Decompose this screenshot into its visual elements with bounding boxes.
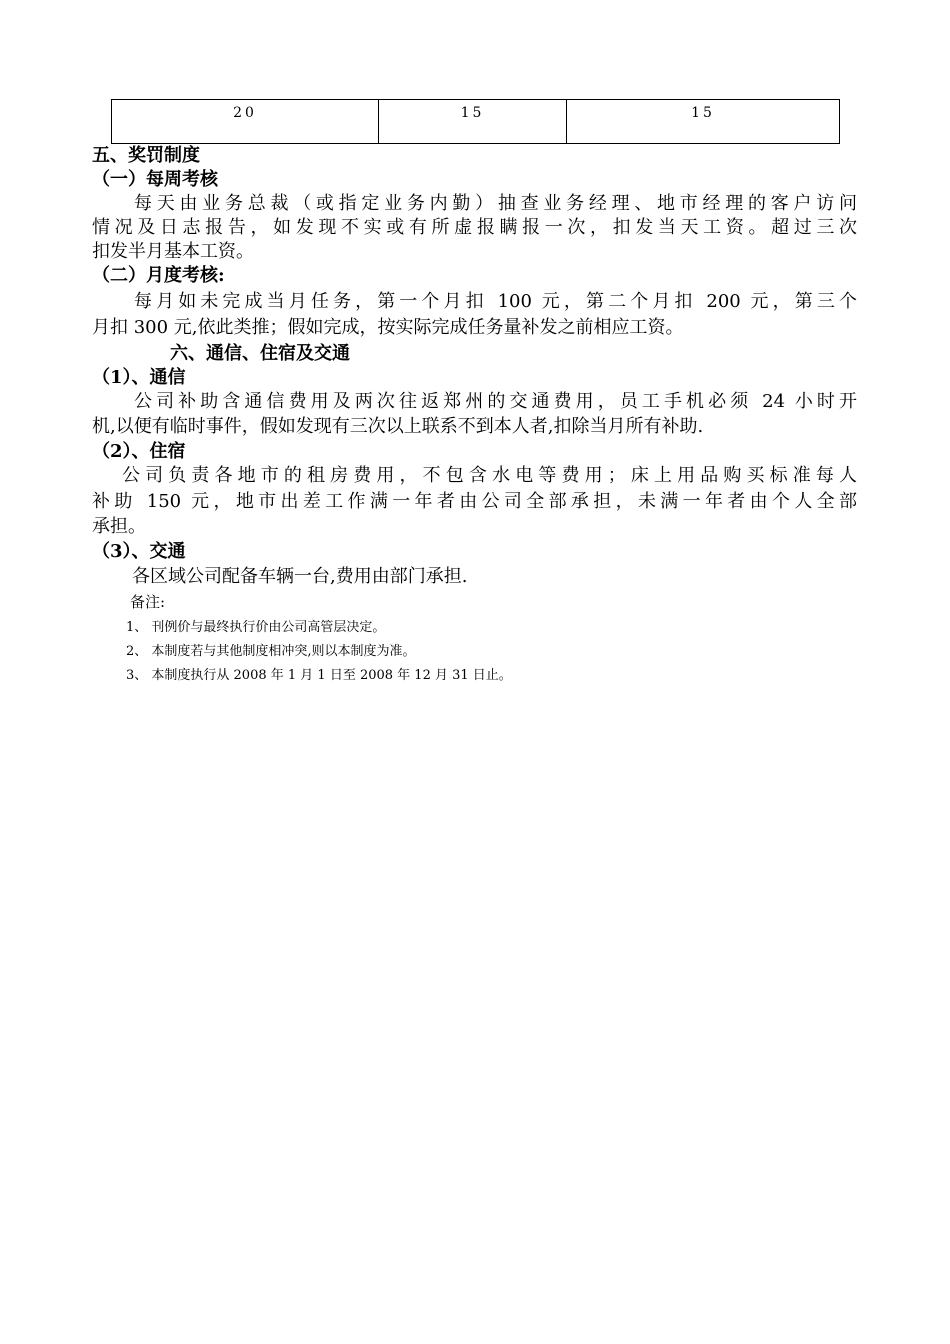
note-item: 2、 本制度若与其他制度相冲突,则以本制度为准。 <box>126 644 416 659</box>
section-heading: 五、奖罚制度 <box>92 145 200 166</box>
subsection-heading: （2）、住宿 <box>92 441 186 462</box>
subsection-heading: （3）、交通 <box>92 541 186 562</box>
section-heading: 六、通信、住宿及交通 <box>170 343 350 364</box>
paragraph-line: 机,以便有临时事件，假如发现有三次以上联系不到本人者,扣除当月所有补助. <box>92 416 704 437</box>
subsection-heading: （1）、通信 <box>92 367 186 388</box>
subsection-heading: （二）月度考核: <box>92 265 225 286</box>
table-cell: 20 <box>112 100 379 144</box>
paragraph-line: 补助 150 元，地市出差工作满一年者由公司全部承担，未满一年者由个人全部 <box>92 491 857 512</box>
paragraph-line: 公司补助含通信费用及两次往返郑州的交通费用，员工手机必须 24 小时开 <box>134 391 857 412</box>
table-cell: 15 <box>567 100 840 144</box>
score-table <box>111 99 840 144</box>
paragraph-line: 情况及日志报告，如发现不实或有所虚报瞒报一次，扣发当天工资。超过三次 <box>92 217 857 238</box>
paragraph-line: 各区域公司配备车辆一台,费用由部门承担. <box>132 566 468 587</box>
notes-label: 备注: <box>130 593 166 611</box>
paragraph-line: 承担。 <box>92 516 146 537</box>
table-cell: 15 <box>379 100 567 144</box>
paragraph-line: 每天由业务总裁（或指定业务内勤）抽查业务经理、地市经理的客户访问 <box>134 193 857 214</box>
subsection-heading: （一）每周考核 <box>92 169 218 190</box>
table-row <box>112 100 840 144</box>
paragraph-line: 每月如未完成当月任务，第一个月扣 100 元，第二个月扣 200 元，第三个 <box>134 291 857 312</box>
note-item: 3、 本制度执行从 2008 年 1 月 1 日至 2008 年 12 月 31 日止。 <box>126 668 512 683</box>
note-item: 1、 刊例价与最终执行价由公司高管层决定。 <box>126 620 386 635</box>
paragraph-line: 月扣 300 元,依此类推；假如完成，按实际完成任务量补发之前相应工资。 <box>92 317 684 338</box>
paragraph-line: 公司负责各地市的租房费用，不包含水电等费用；床上用品购买标准每人 <box>122 465 857 486</box>
paragraph-line: 扣发半月基本工资。 <box>92 241 254 262</box>
